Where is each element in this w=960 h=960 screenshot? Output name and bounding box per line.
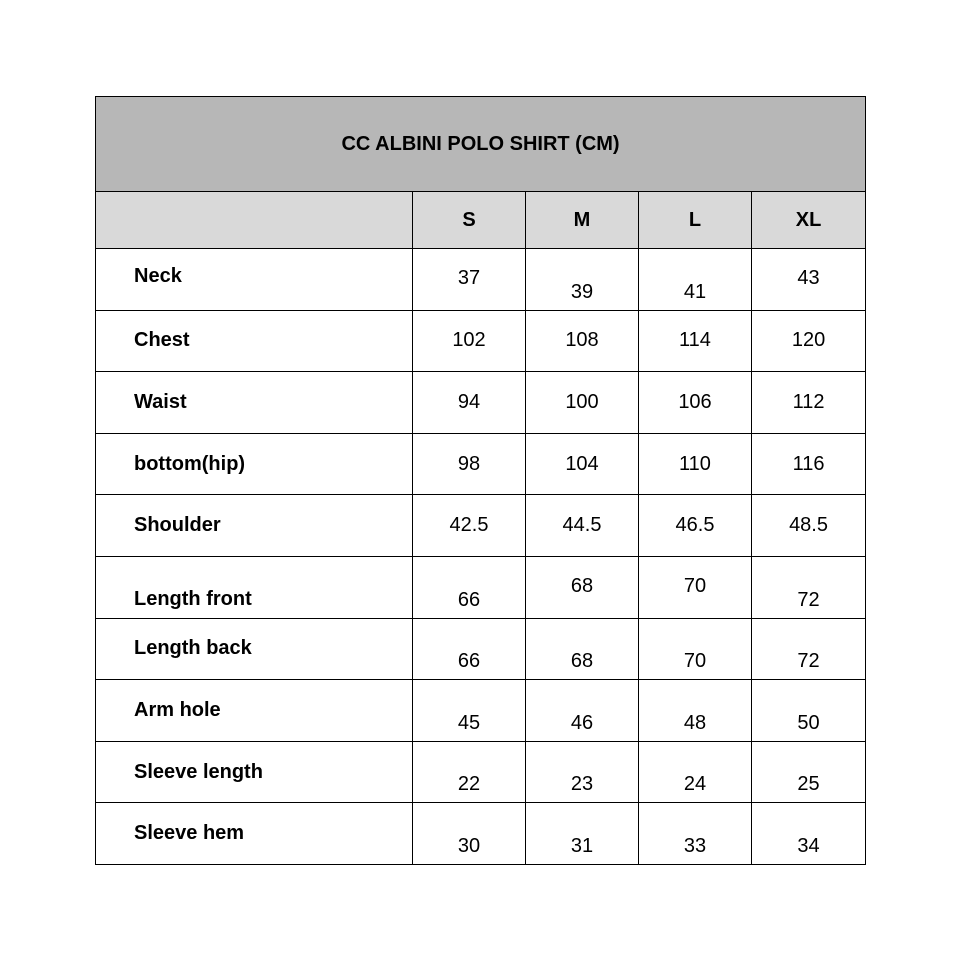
table-cell: 48.5 bbox=[752, 495, 866, 557]
size-header-s: S bbox=[413, 192, 526, 249]
table-cell: 42.5 bbox=[413, 495, 526, 557]
table-cell: 104 bbox=[526, 433, 639, 495]
row-label: Arm hole bbox=[96, 680, 413, 742]
table-row bbox=[96, 741, 866, 803]
table-row bbox=[96, 618, 866, 680]
row-label: Neck bbox=[96, 249, 413, 311]
table-cell: 116 bbox=[752, 433, 866, 495]
row-label: Length front bbox=[96, 556, 413, 618]
table-row bbox=[96, 495, 866, 557]
table-row bbox=[96, 803, 866, 865]
size-header-xl: XL bbox=[752, 192, 866, 249]
table-row bbox=[96, 556, 866, 618]
table-row bbox=[96, 372, 866, 434]
table-row bbox=[96, 310, 866, 372]
size-header-m: M bbox=[526, 192, 639, 249]
table-cell: 102 bbox=[413, 310, 526, 372]
table-cell: 70 bbox=[639, 618, 752, 680]
table-cell: 68 bbox=[526, 556, 639, 618]
table-cell: 37 bbox=[413, 249, 526, 311]
table-cell: 48 bbox=[639, 680, 752, 742]
table-title: CC ALBINI POLO SHIRT (CM) bbox=[96, 97, 866, 192]
table-cell: 110 bbox=[639, 433, 752, 495]
table-cell: 44.5 bbox=[526, 495, 639, 557]
table-cell: 66 bbox=[413, 556, 526, 618]
row-label: Sleeve hem bbox=[96, 803, 413, 865]
table-cell: 94 bbox=[413, 372, 526, 434]
table-cell: 23 bbox=[526, 741, 639, 803]
table-cell: 24 bbox=[639, 741, 752, 803]
table-cell: 114 bbox=[639, 310, 752, 372]
table-cell: 22 bbox=[413, 741, 526, 803]
table-cell: 25 bbox=[752, 741, 866, 803]
table-row bbox=[96, 680, 866, 742]
row-label: Waist bbox=[96, 372, 413, 434]
table-cell: 66 bbox=[413, 618, 526, 680]
table-cell: 39 bbox=[526, 249, 639, 311]
table-row bbox=[96, 249, 866, 311]
title-row bbox=[96, 97, 866, 192]
size-header-row bbox=[96, 192, 866, 249]
table-cell: 72 bbox=[752, 618, 866, 680]
table-cell: 106 bbox=[639, 372, 752, 434]
table-cell: 30 bbox=[413, 803, 526, 865]
table-cell: 50 bbox=[752, 680, 866, 742]
table-cell: 33 bbox=[639, 803, 752, 865]
row-label: Length back bbox=[96, 618, 413, 680]
table-cell: 72 bbox=[752, 556, 866, 618]
table-cell: 46 bbox=[526, 680, 639, 742]
row-label: Chest bbox=[96, 310, 413, 372]
table-cell: 120 bbox=[752, 310, 866, 372]
table-cell: 34 bbox=[752, 803, 866, 865]
table-cell: 108 bbox=[526, 310, 639, 372]
size-header-l: L bbox=[639, 192, 752, 249]
table-cell: 112 bbox=[752, 372, 866, 434]
table-cell: 43 bbox=[752, 249, 866, 311]
row-label: Shoulder bbox=[96, 495, 413, 557]
table-cell: 100 bbox=[526, 372, 639, 434]
table-cell: 31 bbox=[526, 803, 639, 865]
table-cell: 41 bbox=[639, 249, 752, 311]
table-cell: 45 bbox=[413, 680, 526, 742]
table-cell: 70 bbox=[639, 556, 752, 618]
row-label: bottom(hip) bbox=[96, 433, 413, 495]
table-row bbox=[96, 433, 866, 495]
table-cell: 68 bbox=[526, 618, 639, 680]
size-chart-table bbox=[95, 96, 866, 865]
table-cell: 46.5 bbox=[639, 495, 752, 557]
row-label: Sleeve length bbox=[96, 741, 413, 803]
header-blank-cell bbox=[96, 192, 413, 249]
table-cell: 98 bbox=[413, 433, 526, 495]
